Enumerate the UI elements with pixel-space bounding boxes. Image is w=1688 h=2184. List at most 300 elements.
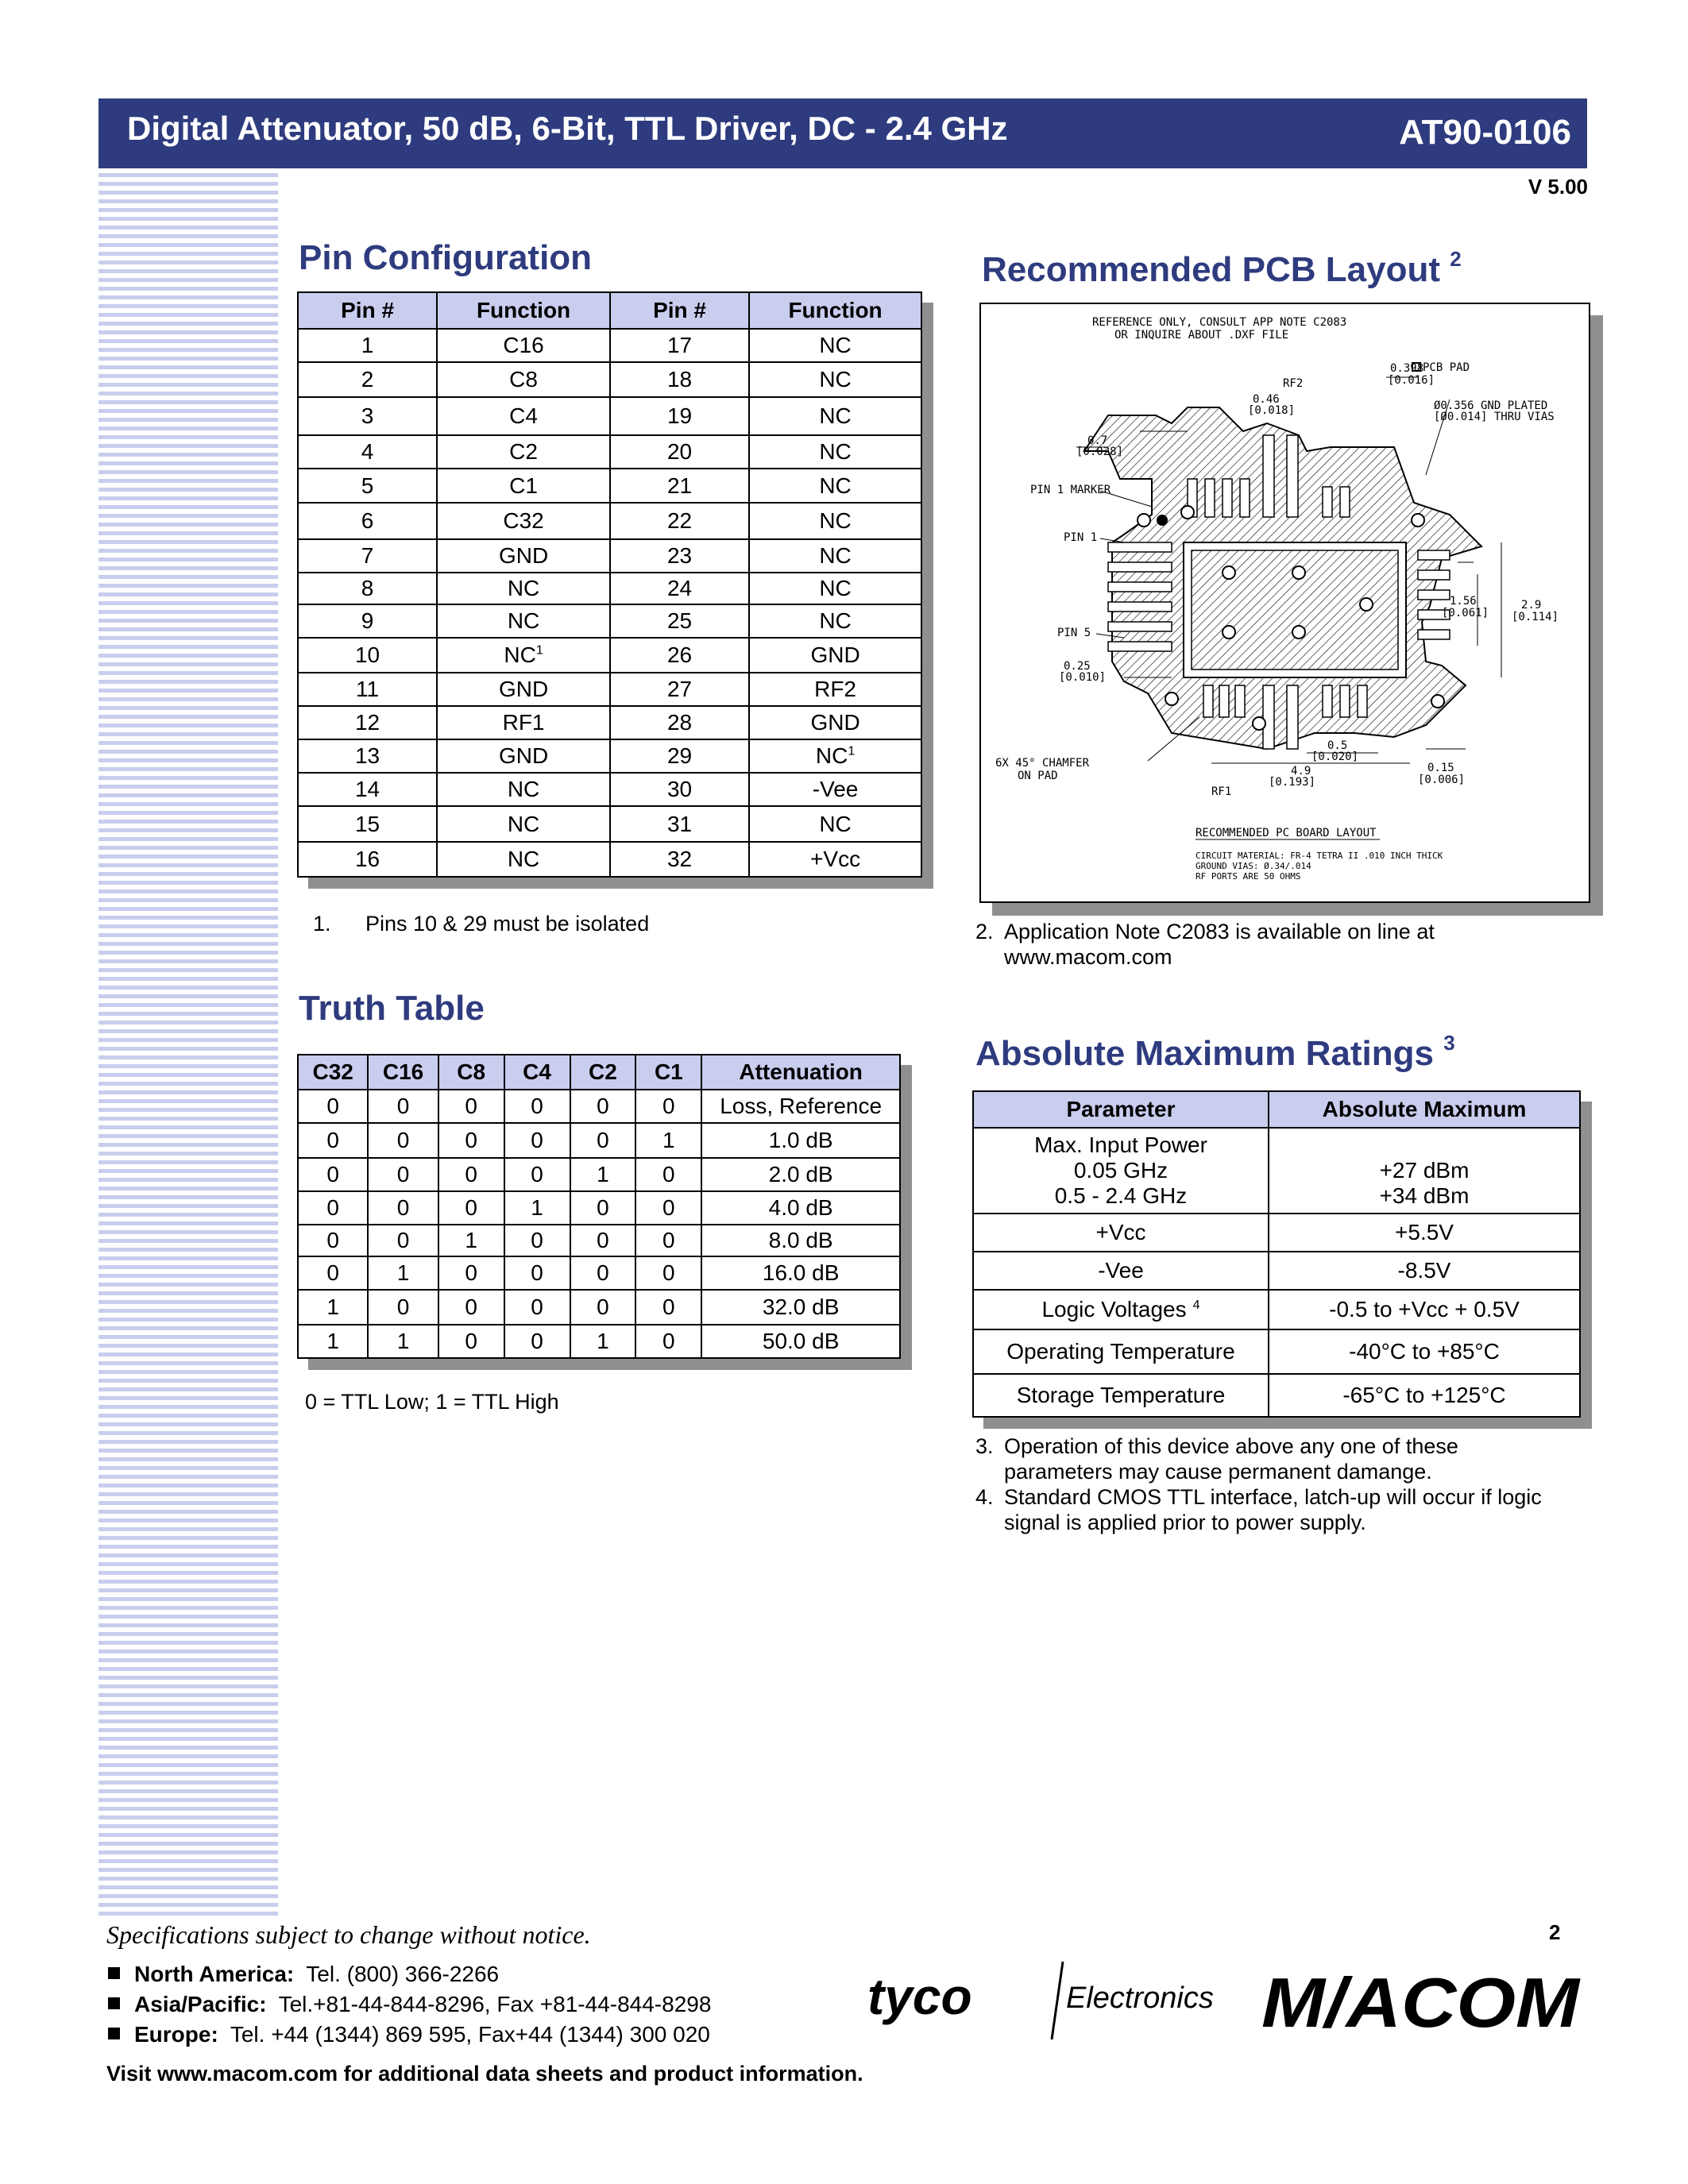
cell-text: GND bbox=[498, 543, 549, 568]
cell-text: 16 bbox=[354, 847, 380, 871]
col-header: C8 bbox=[438, 1055, 504, 1090]
cell-text: 17 bbox=[666, 333, 693, 357]
table-cell bbox=[610, 573, 749, 604]
macom-logo-graphic bbox=[1261, 1962, 1581, 2044]
col-header: C16 bbox=[368, 1055, 438, 1090]
pcb-heading-text: Recommended PCB Layout bbox=[982, 250, 1440, 289]
pin-config-table bbox=[297, 291, 922, 878]
table-cell bbox=[610, 604, 749, 638]
cell-text: 25 bbox=[666, 608, 693, 633]
col-header: C4 bbox=[504, 1055, 570, 1090]
chamfer-label: 6X 45° CHAMFER bbox=[995, 757, 1090, 770]
table-cell: -65°C to +125°C bbox=[1269, 1374, 1580, 1417]
dim-label: 0.7 bbox=[1087, 434, 1108, 447]
table-cell: 0 bbox=[438, 1256, 504, 1290]
cell-text: C32 bbox=[503, 508, 544, 533]
table-cell bbox=[749, 503, 921, 539]
table-cell: 8.0 dB bbox=[701, 1225, 900, 1256]
contact-label: Asia/Pacific: bbox=[134, 1992, 267, 2016]
note-number: 2. bbox=[975, 920, 994, 943]
contact-text: Tel.+81-44-844-8296, Fax +81-44-844-8298 bbox=[278, 1992, 712, 2016]
cell-text: 22 bbox=[666, 508, 693, 533]
dim-label: [0.016] bbox=[1388, 374, 1435, 387]
contact-label: North America: bbox=[134, 1962, 295, 1986]
pcb-material: CIRCUIT MATERIAL: FR-4 TETRA II .010 INCH THICK bbox=[1196, 851, 1443, 861]
cell-text: 9 bbox=[361, 608, 374, 633]
table-cell bbox=[973, 1329, 1269, 1374]
col-header: Function bbox=[437, 292, 610, 329]
contact-text: Tel. +44 (1344) 869 595, Fax+44 (1344) 300 020 bbox=[230, 2022, 710, 2047]
via-label: [Ø0.014] THRU VIAS bbox=[1434, 411, 1555, 423]
table-row bbox=[298, 435, 921, 469]
dim-label: [0.028] bbox=[1076, 446, 1124, 458]
param-text: 0.05 GHz bbox=[1073, 1158, 1168, 1183]
table-cell bbox=[437, 469, 610, 503]
table-cell bbox=[610, 739, 749, 773]
table-cell bbox=[437, 397, 610, 435]
table-row bbox=[973, 1252, 1580, 1290]
dim-label: 0.15 bbox=[1427, 762, 1454, 774]
truth-table-heading: Truth Table bbox=[299, 989, 485, 1028]
table-cell: 0 bbox=[570, 1090, 636, 1123]
table-cell bbox=[610, 706, 749, 739]
cell-text: NC bbox=[507, 847, 540, 871]
table-cell: 1 bbox=[438, 1225, 504, 1256]
table-cell bbox=[437, 806, 610, 842]
header-bar bbox=[98, 98, 1587, 168]
contact-europe bbox=[108, 2022, 710, 2047]
table-cell bbox=[437, 573, 610, 604]
table-cell: 1 bbox=[368, 1325, 438, 1358]
table-cell bbox=[973, 1128, 1269, 1214]
cell-text: GND bbox=[810, 642, 860, 667]
cell-text: NC bbox=[819, 439, 852, 464]
footnote-ref: 4 bbox=[1192, 1298, 1200, 1312]
dim-label: 0.25 bbox=[1064, 660, 1091, 673]
cell-text: C4 bbox=[509, 403, 538, 428]
contact-asia-pacific bbox=[108, 1992, 711, 2017]
table-cell bbox=[749, 842, 921, 877]
dim-label: 4.9 bbox=[1291, 765, 1311, 778]
table-cell bbox=[610, 329, 749, 362]
rf1-label: RF1 bbox=[1211, 785, 1232, 798]
table-cell: 0 bbox=[438, 1158, 504, 1191]
table-row bbox=[298, 1225, 900, 1256]
table-cell bbox=[298, 573, 437, 604]
pin5-label: PIN 5 bbox=[1057, 627, 1091, 639]
table-cell: 0 bbox=[504, 1090, 570, 1123]
contact-text: Tel. (800) 366-2266 bbox=[306, 1962, 500, 1986]
table-cell bbox=[610, 362, 749, 397]
table-cell: 0 bbox=[635, 1158, 701, 1191]
contact-north-america bbox=[108, 1962, 499, 1987]
table-cell: 0 bbox=[570, 1290, 636, 1325]
cell-text: 30 bbox=[666, 777, 693, 801]
dim-label: [0.020] bbox=[1311, 751, 1359, 763]
table-cell bbox=[437, 329, 610, 362]
cell-text: 2 bbox=[361, 367, 374, 392]
pcb-note bbox=[975, 919, 1435, 970]
cell-text: 7 bbox=[361, 543, 374, 568]
table-cell: 1 bbox=[635, 1123, 701, 1158]
table-row bbox=[973, 1374, 1580, 1417]
table-row bbox=[973, 1290, 1580, 1329]
pin-config-heading: Pin Configuration bbox=[299, 238, 593, 277]
table-cell: -8.5V bbox=[1269, 1252, 1580, 1290]
dim-label: 2.9 bbox=[1521, 599, 1542, 612]
dim-label: [0.010] bbox=[1059, 671, 1107, 684]
note-number: 1. bbox=[313, 912, 331, 936]
table-cell: 4.0 dB bbox=[701, 1191, 900, 1225]
table-cell bbox=[610, 806, 749, 842]
table-row bbox=[973, 1128, 1580, 1214]
ratings-heading bbox=[975, 1031, 1455, 1074]
table-cell: 0 bbox=[368, 1191, 438, 1225]
param-text: Operating Temperature bbox=[1006, 1339, 1235, 1364]
table-row bbox=[298, 397, 921, 435]
electronics-wordmark: Electronics bbox=[1066, 1981, 1214, 2015]
pcb-ref-line2: OR INQUIRE ABOUT .DXF FILE bbox=[1114, 329, 1289, 341]
table-cell bbox=[973, 1290, 1269, 1329]
table-cell bbox=[973, 1374, 1269, 1417]
table-cell bbox=[749, 435, 921, 469]
table-cell: 0 bbox=[635, 1090, 701, 1123]
cell-text: 14 bbox=[354, 777, 380, 801]
table-row bbox=[298, 1325, 900, 1358]
via-label: Ø0.356 GND PLATED bbox=[1434, 399, 1548, 412]
cell-text: 15 bbox=[354, 811, 380, 836]
param-text: Max. Input Power bbox=[1034, 1133, 1207, 1157]
table-cell: 1 bbox=[570, 1325, 636, 1358]
version-label: V 5.00 bbox=[1528, 175, 1588, 199]
table-cell: 0 bbox=[368, 1123, 438, 1158]
table-cell bbox=[973, 1214, 1269, 1252]
table-row bbox=[298, 739, 921, 773]
ratings-table bbox=[972, 1090, 1581, 1418]
table-row bbox=[298, 638, 921, 673]
note-link[interactable]: www.macom.com bbox=[1004, 945, 1172, 969]
cell-text: NC bbox=[819, 508, 852, 533]
cell-text: NC bbox=[504, 642, 536, 667]
table-cell bbox=[298, 469, 437, 503]
table-cell: 0 bbox=[504, 1325, 570, 1358]
table-cell bbox=[610, 539, 749, 573]
dim-label: [0.018] bbox=[1248, 404, 1296, 417]
cell-text: 27 bbox=[666, 677, 693, 701]
table-cell: 1 bbox=[504, 1191, 570, 1225]
table-cell: 32.0 dB bbox=[701, 1290, 900, 1325]
note-text: signal is applied prior to power supply. bbox=[1004, 1511, 1366, 1534]
macom-logo bbox=[1261, 1962, 1581, 2044]
table-row bbox=[298, 469, 921, 503]
table-cell bbox=[298, 329, 437, 362]
cell-text: C16 bbox=[503, 333, 544, 357]
table-cell: 0 bbox=[298, 1191, 368, 1225]
table-row bbox=[298, 773, 921, 806]
note-number: 3. bbox=[975, 1434, 994, 1458]
table-cell: Loss, Reference bbox=[701, 1090, 900, 1123]
col-header: Pin # bbox=[298, 292, 437, 329]
table-cell: 0 bbox=[635, 1256, 701, 1290]
table-cell: 0 bbox=[438, 1090, 504, 1123]
cell-text: 8 bbox=[361, 576, 374, 600]
document-title: Digital Attenuator, 50 dB, 6-Bit, TTL Driver, DC - 2.4 GHz bbox=[127, 110, 1008, 147]
pin1-marker-dot bbox=[1157, 515, 1168, 526]
footnote-ref: 1 bbox=[848, 744, 856, 758]
table-cell: 0 bbox=[368, 1090, 438, 1123]
note-text: parameters may cause permanent damange. bbox=[1004, 1460, 1432, 1484]
table-cell bbox=[749, 573, 921, 604]
cell-text: RF2 bbox=[814, 677, 857, 701]
table-cell bbox=[749, 362, 921, 397]
cell-text: 5 bbox=[361, 473, 374, 498]
dim-label: 0.46 bbox=[1253, 393, 1280, 406]
cell-text: NC bbox=[819, 811, 852, 836]
table-row bbox=[973, 1329, 1580, 1374]
col-header: Absolute Maximum bbox=[1269, 1091, 1580, 1128]
ratings-heading-text: Absolute Maximum Ratings bbox=[975, 1034, 1434, 1073]
cell-text: 11 bbox=[356, 677, 380, 701]
table-cell: 0 bbox=[438, 1123, 504, 1158]
pcb-title: RECOMMENDED PC BOARD LAYOUT bbox=[1196, 827, 1377, 839]
table-row bbox=[298, 1158, 900, 1191]
cell-text: 6 bbox=[361, 508, 374, 533]
param-text: Logic Voltages bbox=[1041, 1297, 1187, 1322]
pcb-heading bbox=[982, 247, 1462, 290]
cell-text: GND bbox=[498, 677, 549, 701]
cell-text: 4 bbox=[361, 439, 374, 464]
col-header: Function bbox=[749, 292, 921, 329]
table-cell bbox=[298, 673, 437, 706]
table-row bbox=[298, 362, 921, 397]
table-cell bbox=[610, 397, 749, 435]
dim-label: [0.061] bbox=[1442, 607, 1489, 619]
table-cell bbox=[298, 539, 437, 573]
cell-text: 29 bbox=[666, 743, 693, 768]
table-cell: 0 bbox=[635, 1225, 701, 1256]
value-text: +34 dBm bbox=[1379, 1183, 1470, 1208]
table-cell: 16.0 dB bbox=[701, 1256, 900, 1290]
cell-text: 26 bbox=[666, 642, 693, 667]
cell-text: NC bbox=[819, 403, 852, 428]
table-cell bbox=[749, 773, 921, 806]
table-cell: 0 bbox=[570, 1256, 636, 1290]
table-cell: 0 bbox=[368, 1225, 438, 1256]
table-cell bbox=[437, 773, 610, 806]
table-cell bbox=[749, 806, 921, 842]
col-header: Parameter bbox=[973, 1091, 1269, 1128]
table-row bbox=[298, 503, 921, 539]
tyco-wordmark: tyco bbox=[867, 1968, 972, 2025]
table-cell bbox=[437, 539, 610, 573]
cell-text: RF1 bbox=[502, 710, 545, 735]
table-cell bbox=[298, 773, 437, 806]
cell-text: NC bbox=[819, 576, 852, 600]
table-cell bbox=[437, 842, 610, 877]
cell-text: NC bbox=[819, 608, 852, 633]
visit-line: Visit www.macom.com for additional data sheets and product information. bbox=[106, 2062, 863, 2086]
tyco-logo-graphic bbox=[867, 1958, 1225, 2046]
truth-table bbox=[297, 1054, 901, 1359]
cell-text: 1 bbox=[361, 333, 374, 357]
table-cell bbox=[749, 673, 921, 706]
table-cell bbox=[1269, 1128, 1580, 1214]
cell-text: C1 bbox=[509, 473, 538, 498]
table-cell: 0 bbox=[298, 1090, 368, 1123]
table-cell: 0 bbox=[570, 1123, 636, 1158]
cell-text: 18 bbox=[666, 367, 693, 392]
cell-text: NC bbox=[507, 811, 540, 836]
cell-text: 28 bbox=[666, 710, 693, 735]
table-cell: 0 bbox=[438, 1191, 504, 1225]
table-cell bbox=[973, 1252, 1269, 1290]
cell-text: +Vcc bbox=[810, 847, 861, 871]
cell-text: NC bbox=[507, 777, 540, 801]
table-row bbox=[298, 539, 921, 573]
table-cell: 0 bbox=[635, 1290, 701, 1325]
table-cell bbox=[437, 673, 610, 706]
table-row bbox=[298, 842, 921, 877]
cell-text: 12 bbox=[354, 710, 380, 735]
dim-label: [0.006] bbox=[1418, 774, 1466, 786]
table-cell bbox=[437, 503, 610, 539]
cell-text: 21 bbox=[666, 473, 693, 498]
cell-text: 24 bbox=[666, 576, 693, 600]
contact-label: Europe: bbox=[134, 2022, 218, 2047]
table-row bbox=[298, 1256, 900, 1290]
note-text: Pins 10 & 29 must be isolated bbox=[365, 912, 650, 936]
footnote-ref: 2 bbox=[1450, 247, 1462, 271]
col-header: C32 bbox=[298, 1055, 368, 1090]
tyco-logo bbox=[867, 1958, 1225, 2046]
table-row bbox=[298, 329, 921, 362]
table-cell: 0 bbox=[368, 1290, 438, 1325]
param-text: 0.5 - 2.4 GHz bbox=[1054, 1183, 1188, 1208]
value-text: +27 dBm bbox=[1379, 1158, 1470, 1183]
pin-note bbox=[313, 911, 649, 936]
pcb-ref-line1: REFERENCE ONLY, CONSULT APP NOTE C2083 bbox=[1092, 316, 1347, 329]
disclaimer: Specifications subject to change without notice. bbox=[106, 1920, 591, 1949]
cell-text: NC bbox=[819, 367, 852, 392]
col-header: C2 bbox=[570, 1055, 636, 1090]
table-row bbox=[298, 1090, 900, 1123]
cell-text: 3 bbox=[361, 403, 374, 428]
truth-table-note: 0 = TTL Low; 1 = TTL High bbox=[305, 1390, 559, 1414]
table-cell bbox=[610, 469, 749, 503]
table-cell bbox=[437, 638, 610, 673]
cell-text: GND bbox=[498, 743, 549, 768]
table-cell bbox=[437, 604, 610, 638]
table-cell bbox=[610, 638, 749, 673]
table-cell: 1.0 dB bbox=[701, 1123, 900, 1158]
pcb-vias: GROUND VIAS: Ø.34/.014 bbox=[1196, 861, 1311, 871]
param-text: Storage Temperature bbox=[1016, 1383, 1226, 1407]
table-cell bbox=[749, 739, 921, 773]
table-cell bbox=[749, 329, 921, 362]
table-cell bbox=[610, 842, 749, 877]
cell-text: NC bbox=[819, 473, 852, 498]
cell-text: 10 bbox=[354, 642, 380, 667]
cell-text: C2 bbox=[509, 439, 538, 464]
cell-text: NC bbox=[819, 543, 852, 568]
table-cell: 0 bbox=[298, 1123, 368, 1158]
table-row bbox=[298, 1290, 900, 1325]
table-cell bbox=[298, 397, 437, 435]
table-cell bbox=[298, 503, 437, 539]
cell-text: 31 bbox=[666, 811, 693, 836]
table-cell bbox=[298, 806, 437, 842]
table-cell bbox=[437, 362, 610, 397]
cell-text: 23 bbox=[666, 543, 693, 568]
table-row bbox=[298, 1191, 900, 1225]
table-cell: 0 bbox=[504, 1290, 570, 1325]
table-cell: 0 bbox=[368, 1158, 438, 1191]
cell-text: 32 bbox=[666, 847, 693, 871]
table-row bbox=[298, 673, 921, 706]
table-row bbox=[298, 573, 921, 604]
table-cell: +5.5V bbox=[1269, 1214, 1580, 1252]
footnote-ref: 3 bbox=[1443, 1031, 1455, 1055]
table-cell: 0 bbox=[438, 1290, 504, 1325]
col-header: Attenuation bbox=[701, 1055, 900, 1090]
table-cell: 0 bbox=[635, 1325, 701, 1358]
table-row bbox=[298, 604, 921, 638]
bullet-icon bbox=[108, 1997, 120, 2009]
dim-label: [0.114] bbox=[1512, 611, 1559, 623]
table-cell: 1 bbox=[298, 1325, 368, 1358]
table-row bbox=[298, 706, 921, 739]
table-cell bbox=[437, 706, 610, 739]
pin1-marker-label: PIN 1 MARKER bbox=[1030, 484, 1111, 496]
cell-text: NC bbox=[815, 743, 848, 768]
table-cell: 0 bbox=[438, 1325, 504, 1358]
table-cell bbox=[298, 706, 437, 739]
param-text: +Vcc bbox=[1095, 1220, 1146, 1244]
pcb-legend: PCB PAD bbox=[1423, 361, 1470, 374]
table-cell: 0 bbox=[570, 1225, 636, 1256]
table-cell bbox=[437, 435, 610, 469]
table-cell: 1 bbox=[298, 1290, 368, 1325]
bullet-icon bbox=[108, 1967, 120, 1979]
part-number: AT90-0106 bbox=[1399, 113, 1571, 152]
table-cell bbox=[298, 362, 437, 397]
footnote-ref: 1 bbox=[535, 643, 543, 658]
dim-label: 0.398 bbox=[1390, 362, 1424, 375]
dim-label: 1.56 bbox=[1450, 595, 1477, 608]
table-cell bbox=[298, 638, 437, 673]
table-row bbox=[298, 1123, 900, 1158]
param-text: -Vee bbox=[1098, 1258, 1144, 1283]
pcb-diagram bbox=[981, 304, 1589, 901]
dim-label: [0.193] bbox=[1269, 776, 1316, 789]
table-cell: 0 bbox=[570, 1191, 636, 1225]
table-cell: 0 bbox=[298, 1225, 368, 1256]
table-cell bbox=[749, 539, 921, 573]
cell-text: 20 bbox=[666, 439, 693, 464]
cell-text: 13 bbox=[354, 743, 380, 768]
note-number: 4. bbox=[975, 1485, 994, 1509]
table-row bbox=[298, 806, 921, 842]
decorative-stripe bbox=[98, 173, 278, 1916]
table-cell bbox=[749, 469, 921, 503]
table-cell: 1 bbox=[570, 1158, 636, 1191]
col-header: C1 bbox=[635, 1055, 701, 1090]
dim-label: 0.5 bbox=[1327, 739, 1348, 752]
table-cell: 0 bbox=[298, 1158, 368, 1191]
cell-text: NC bbox=[819, 333, 852, 357]
pin1-label: PIN 1 bbox=[1064, 531, 1098, 544]
table-cell bbox=[298, 435, 437, 469]
